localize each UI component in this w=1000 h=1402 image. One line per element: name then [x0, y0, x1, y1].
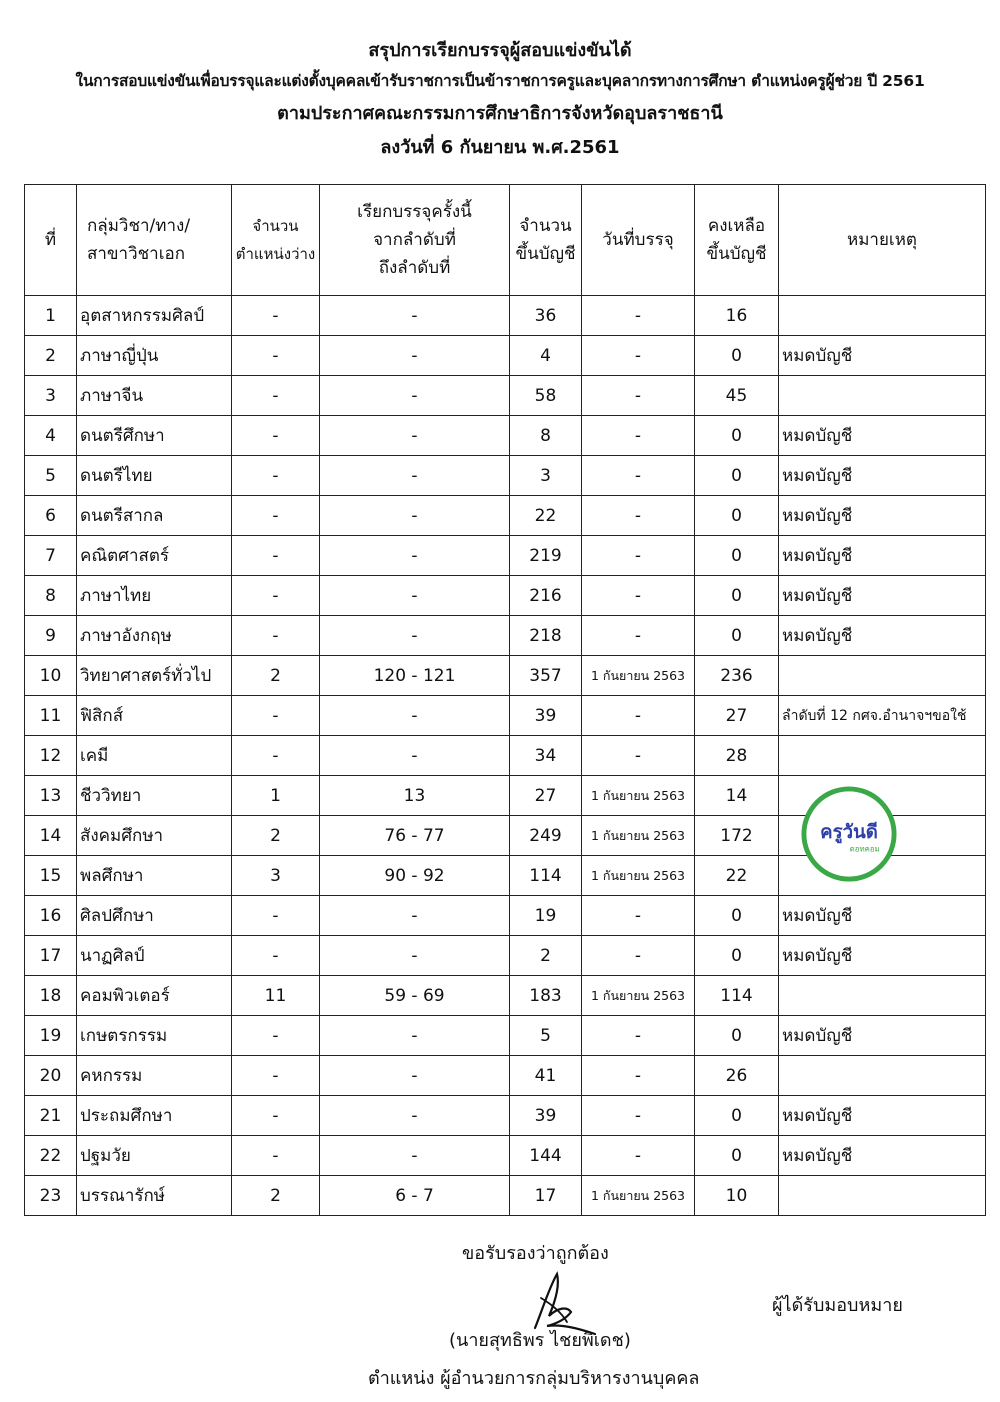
row-appoint-date: -: [582, 616, 695, 656]
certify-text: ขอรับรองว่าถูกต้อง: [462, 1243, 609, 1264]
row-number: 9: [25, 616, 77, 656]
row-subject: เคมี: [77, 736, 232, 776]
row-listed-count: 22: [510, 496, 582, 536]
row-called-range: 120 - 121: [320, 656, 510, 696]
row-appoint-date: -: [582, 1056, 695, 1096]
row-subject: ศิลปศึกษา: [77, 896, 232, 936]
row-number: 5: [25, 456, 77, 496]
row-remarks: หมดบัญชี: [779, 536, 986, 576]
row-subject: เกษตรกรรม: [77, 1016, 232, 1056]
row-listed-count: 114: [510, 856, 582, 896]
col-header-remaining: คงเหลือ ขึ้นบัญชี: [695, 185, 779, 296]
row-number: 22: [25, 1136, 77, 1176]
row-vacant-count: -: [232, 1136, 320, 1176]
row-vacant-count: -: [232, 536, 320, 576]
row-called-range: 59 - 69: [320, 976, 510, 1016]
row-called-range: -: [320, 1136, 510, 1176]
row-called-range: -: [320, 1056, 510, 1096]
row-remarks: หมดบัญชี: [779, 1096, 986, 1136]
row-called-range: -: [320, 936, 510, 976]
row-remaining-count: 0: [695, 336, 779, 376]
row-number: 23: [25, 1176, 77, 1216]
row-listed-count: 219: [510, 536, 582, 576]
col-header-vacant: จำนวน ตำแหน่งว่าง: [232, 185, 320, 296]
table-row: [25, 296, 986, 336]
row-remarks: [779, 1176, 986, 1216]
row-vacant-count: -: [232, 696, 320, 736]
row-remaining-count: 114: [695, 976, 779, 1016]
row-remarks: [779, 656, 986, 696]
announcement-line: ตามประกาศคณะกรรมการศึกษาธิการจังหวัดอุบลราชธานี: [277, 103, 723, 124]
row-listed-count: 216: [510, 576, 582, 616]
row-appoint-date: -: [582, 376, 695, 416]
row-subject: ประถมศึกษา: [77, 1096, 232, 1136]
row-remarks: หมดบัญชี: [779, 496, 986, 536]
row-vacant-count: -: [232, 1056, 320, 1096]
row-listed-count: 19: [510, 896, 582, 936]
row-listed-count: 34: [510, 736, 582, 776]
row-remaining-count: 0: [695, 456, 779, 496]
row-remarks: [779, 296, 986, 336]
row-remarks: หมดบัญชี: [779, 456, 986, 496]
row-remaining-count: 28: [695, 736, 779, 776]
row-vacant-count: 2: [232, 816, 320, 856]
row-listed-count: 183: [510, 976, 582, 1016]
row-appoint-date: 1 กันยายน 2563: [582, 776, 695, 816]
row-listed-count: 357: [510, 656, 582, 696]
row-vacant-count: 2: [232, 656, 320, 696]
row-vacant-count: -: [232, 296, 320, 336]
row-remarks: หมดบัญชี: [779, 1016, 986, 1056]
row-appoint-date: -: [582, 1136, 695, 1176]
row-listed-count: 144: [510, 1136, 582, 1176]
row-appoint-date: 1 กันยายน 2563: [582, 656, 695, 696]
row-remaining-count: 22: [695, 856, 779, 896]
row-vacant-count: 3: [232, 856, 320, 896]
row-called-range: -: [320, 896, 510, 936]
row-subject: ดนตรีศึกษา: [77, 416, 232, 456]
row-remaining-count: 0: [695, 616, 779, 656]
row-remarks: ลำดับที่ 12 กศจ.อำนาจฯขอใช้: [779, 696, 986, 736]
row-number: 16: [25, 896, 77, 936]
row-vacant-count: -: [232, 1096, 320, 1136]
table-row: [25, 1176, 986, 1216]
row-listed-count: 58: [510, 376, 582, 416]
table-header-row: [25, 185, 986, 296]
row-subject: ภาษาอังกฤษ: [77, 616, 232, 656]
row-remaining-count: 0: [695, 416, 779, 456]
row-called-range: -: [320, 576, 510, 616]
row-remaining-count: 16: [695, 296, 779, 336]
col-header-date: วันที่บรรจุ: [582, 185, 695, 296]
row-subject: คณิตศาสตร์: [77, 536, 232, 576]
table-row: [25, 1056, 986, 1096]
row-appoint-date: -: [582, 336, 695, 376]
row-listed-count: 249: [510, 816, 582, 856]
table-row: [25, 576, 986, 616]
row-remaining-count: 26: [695, 1056, 779, 1096]
table-row: [25, 616, 986, 656]
row-appoint-date: -: [582, 696, 695, 736]
row-vacant-count: -: [232, 496, 320, 536]
row-listed-count: 27: [510, 776, 582, 816]
row-vacant-count: -: [232, 576, 320, 616]
row-listed-count: 4: [510, 336, 582, 376]
row-subject: ภาษาจีน: [77, 376, 232, 416]
row-number: 14: [25, 816, 77, 856]
row-appoint-date: 1 กันยายน 2563: [582, 816, 695, 856]
row-subject: นาฏศิลป์: [77, 936, 232, 976]
row-called-range: -: [320, 1016, 510, 1056]
document-header: [0, 36, 1000, 165]
row-called-range: -: [320, 376, 510, 416]
row-listed-count: 8: [510, 416, 582, 456]
row-number: 8: [25, 576, 77, 616]
row-called-range: 76 - 77: [320, 816, 510, 856]
row-remaining-count: 172: [695, 816, 779, 856]
table-row: [25, 336, 986, 376]
row-vacant-count: 1: [232, 776, 320, 816]
row-subject: ชีววิทยา: [77, 776, 232, 816]
signer-name: (นายสุทธิพร ไชยพิเดช): [449, 1330, 631, 1351]
row-subject: ดนตรีสากล: [77, 496, 232, 536]
row-appoint-date: 1 กันยายน 2563: [582, 1176, 695, 1216]
row-vacant-count: -: [232, 936, 320, 976]
row-remaining-count: 0: [695, 1016, 779, 1056]
row-appoint-date: -: [582, 1016, 695, 1056]
row-remarks: หมดบัญชี: [779, 336, 986, 376]
row-remaining-count: 0: [695, 936, 779, 976]
row-number: 11: [25, 696, 77, 736]
row-called-range: -: [320, 456, 510, 496]
row-vacant-count: 2: [232, 1176, 320, 1216]
row-subject: ปฐมวัย: [77, 1136, 232, 1176]
row-called-range: -: [320, 616, 510, 656]
col-header-called: เรียกบรรจุครั้งนี้ จากลำดับที่ ถึงลำดับที่: [320, 185, 510, 296]
row-remaining-count: 0: [695, 576, 779, 616]
row-listed-count: 39: [510, 1096, 582, 1136]
table-row: [25, 1016, 986, 1056]
table-row: [25, 416, 986, 456]
row-called-range: 13: [320, 776, 510, 816]
row-listed-count: 41: [510, 1056, 582, 1096]
table-row: [25, 496, 986, 536]
row-subject: วิทยาศาสตร์ทั่วไป: [77, 656, 232, 696]
row-remaining-count: 236: [695, 656, 779, 696]
table-row: [25, 976, 986, 1016]
table-row: [25, 736, 986, 776]
row-number: 2: [25, 336, 77, 376]
row-appoint-date: -: [582, 496, 695, 536]
row-remaining-count: 14: [695, 776, 779, 816]
kruwandee-logo: [800, 785, 898, 883]
row-listed-count: 218: [510, 616, 582, 656]
row-number: 10: [25, 656, 77, 696]
row-number: 6: [25, 496, 77, 536]
row-called-range: -: [320, 336, 510, 376]
row-appoint-date: 1 กันยายน 2563: [582, 976, 695, 1016]
row-called-range: -: [320, 696, 510, 736]
row-vacant-count: -: [232, 1016, 320, 1056]
row-number: 1: [25, 296, 77, 336]
signer-position: ตำแหน่ง ผู้อำนวยการกลุ่มบริหารงานบุคคล: [368, 1368, 700, 1389]
row-remaining-count: 0: [695, 536, 779, 576]
row-number: 18: [25, 976, 77, 1016]
row-appoint-date: -: [582, 576, 695, 616]
row-remarks: หมดบัญชี: [779, 896, 986, 936]
document-subtitle: ในการสอบแข่งขันเพื่อบรรจุและแต่งตั้งบุคคลเข้ารับราชการเป็นข้าราชการครูและบุคลากรทางการศึกษา ตำแหน่งครูผู้ช่วย ปี 2561: [75, 72, 925, 90]
row-subject: คหกรรม: [77, 1056, 232, 1096]
row-called-range: -: [320, 416, 510, 456]
row-subject: ภาษาไทย: [77, 576, 232, 616]
receiver-text: ผู้ได้รับมอบหมาย: [772, 1295, 903, 1316]
logo-text: ครูวันดี: [820, 821, 878, 843]
row-listed-count: 36: [510, 296, 582, 336]
row-vacant-count: -: [232, 456, 320, 496]
row-appoint-date: 1 กันยายน 2563: [582, 856, 695, 896]
row-remarks: [779, 976, 986, 1016]
row-remarks: [779, 1056, 986, 1096]
row-listed-count: 3: [510, 456, 582, 496]
row-number: 20: [25, 1056, 77, 1096]
table-row: [25, 456, 986, 496]
table-row: [25, 696, 986, 736]
row-vacant-count: -: [232, 336, 320, 376]
row-appoint-date: -: [582, 416, 695, 456]
row-number: 3: [25, 376, 77, 416]
row-vacant-count: -: [232, 376, 320, 416]
row-subject: คอมพิวเตอร์: [77, 976, 232, 1016]
row-appoint-date: -: [582, 296, 695, 336]
announcement-date: ลงวันที่ 6 กันยายน พ.ศ.2561: [380, 137, 620, 158]
row-vacant-count: -: [232, 736, 320, 776]
row-called-range: -: [320, 536, 510, 576]
table-row: [25, 376, 986, 416]
row-remaining-count: 0: [695, 496, 779, 536]
row-remaining-count: 0: [695, 1096, 779, 1136]
logo-subtext: ดอทคอม: [849, 844, 880, 854]
row-called-range: -: [320, 296, 510, 336]
row-subject: ดนตรีไทย: [77, 456, 232, 496]
row-listed-count: 2: [510, 936, 582, 976]
row-appoint-date: -: [582, 936, 695, 976]
row-subject: ฟิสิกส์: [77, 696, 232, 736]
row-appoint-date: -: [582, 456, 695, 496]
row-subject: พลศึกษา: [77, 856, 232, 896]
document-title: สรุปการเรียกบรรจุผู้สอบแข่งขันได้: [368, 40, 632, 61]
row-called-range: 6 - 7: [320, 1176, 510, 1216]
col-header-subject: กลุ่มวิชา/ทาง/ สาขาวิชาเอก: [77, 185, 232, 296]
row-subject: บรรณารักษ์: [77, 1176, 232, 1216]
col-header-listed: จำนวน ขึ้นบัญชี: [510, 185, 582, 296]
row-subject: สังคมศึกษา: [77, 816, 232, 856]
col-header-remarks: หมายเหตุ: [779, 185, 986, 296]
row-number: 7: [25, 536, 77, 576]
row-remarks: [779, 376, 986, 416]
row-remarks: หมดบัญชี: [779, 616, 986, 656]
row-vacant-count: -: [232, 416, 320, 456]
row-number: 15: [25, 856, 77, 896]
row-vacant-count: -: [232, 896, 320, 936]
row-remaining-count: 0: [695, 1136, 779, 1176]
row-remarks: หมดบัญชี: [779, 1136, 986, 1176]
row-subject: อุตสาหกรรมศิลป์: [77, 296, 232, 336]
row-number: 21: [25, 1096, 77, 1136]
row-appoint-date: -: [582, 896, 695, 936]
row-listed-count: 17: [510, 1176, 582, 1216]
table-row: [25, 1096, 986, 1136]
row-remarks: หมดบัญชี: [779, 576, 986, 616]
row-listed-count: 39: [510, 696, 582, 736]
row-remarks: หมดบัญชี: [779, 936, 986, 976]
row-number: 12: [25, 736, 77, 776]
table-row: [25, 536, 986, 576]
row-remaining-count: 10: [695, 1176, 779, 1216]
row-subject: ภาษาญี่ปุ่น: [77, 336, 232, 376]
row-listed-count: 5: [510, 1016, 582, 1056]
row-remaining-count: 27: [695, 696, 779, 736]
row-appoint-date: -: [582, 536, 695, 576]
row-vacant-count: 11: [232, 976, 320, 1016]
table-row: [25, 936, 986, 976]
row-called-range: -: [320, 1096, 510, 1136]
row-number: 17: [25, 936, 77, 976]
summary-table: [24, 184, 986, 1216]
row-remaining-count: 45: [695, 376, 779, 416]
row-called-range: -: [320, 736, 510, 776]
row-called-range: -: [320, 496, 510, 536]
table-body: [25, 296, 986, 1216]
table-row: [25, 656, 986, 696]
table-row: [25, 1136, 986, 1176]
row-remaining-count: 0: [695, 896, 779, 936]
col-header-no: ที่: [25, 185, 77, 296]
row-remarks: หมดบัญชี: [779, 416, 986, 456]
row-remarks: [779, 736, 986, 776]
row-appoint-date: -: [582, 1096, 695, 1136]
row-number: 4: [25, 416, 77, 456]
table-row: [25, 896, 986, 936]
row-appoint-date: -: [582, 736, 695, 776]
row-called-range: 90 - 92: [320, 856, 510, 896]
row-number: 13: [25, 776, 77, 816]
row-vacant-count: -: [232, 616, 320, 656]
row-number: 19: [25, 1016, 77, 1056]
